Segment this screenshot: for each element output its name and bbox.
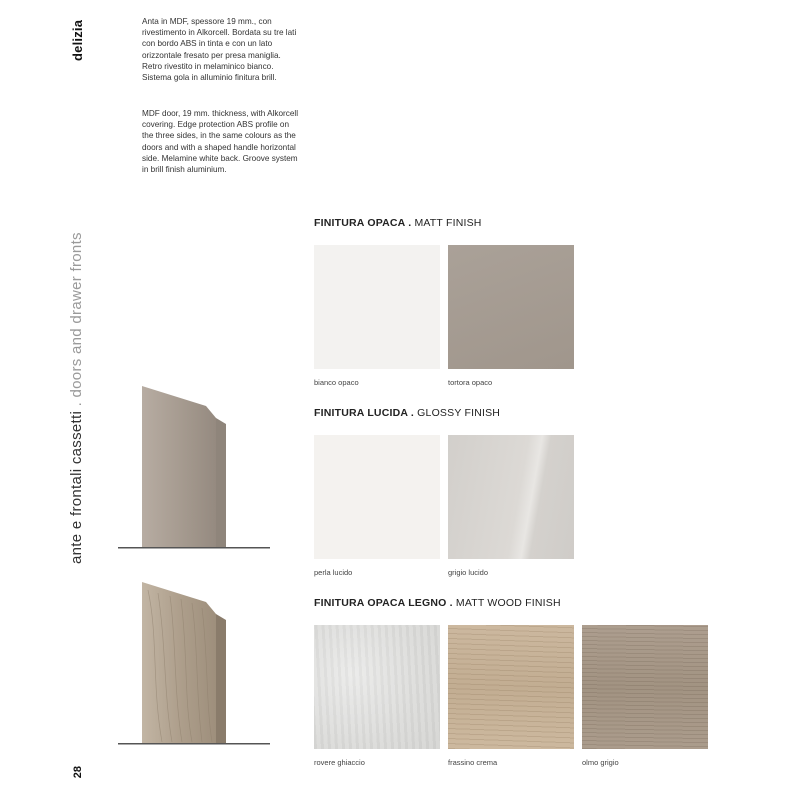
door-panel-tortora [142,386,216,548]
caption-bianco-opaco: bianco opaco [314,378,359,387]
swatch-grigio-lucido [448,435,574,559]
finish-heading-wood: FINITURA OPACA LEGNO . MATT WOOD FINISH [314,597,561,609]
section-label [68,234,90,564]
swatch-frassino-crema [448,625,574,749]
swatch-rovere-ghiaccio [314,625,440,749]
finish-heading-matt: FINITURA OPACA . MATT FINISH [314,217,482,229]
swatch-tortora-opaco [448,245,574,369]
caption-tortora-opaco: tortora opaco [448,378,493,387]
section-label-it: ante e frontali cassetti [68,410,85,564]
ground-line [118,547,270,549]
caption-grigio-lucido: grigio lucido [448,568,489,577]
description-english: MDF door, 19 mm. thickness, with Alkorcell covering. Edge protection ABS profile on the three sides, in the same colours as the doors and with a shaped handle horizontal side. Melamine white back. Groove system in brill finish aluminium. [142,109,299,175]
door-illustration-tortora [118,380,270,552]
door-illustration-wood [118,576,270,748]
description-italian: Anta in MDF, spessore 19 mm., con rivestimento in Alkorcell. Bordata su tre lati con bordo ABS in tinta e con un lato orizzontale fresato per presa maniglia. Retro rivestito in melaminico bianco. Sistema gola in alluminio finitura brill. [142,17,297,83]
finish-heading-glossy: FINITURA LUCIDA . GLOSSY FINISH [314,407,501,419]
swatch-olmo-grigio [582,625,708,749]
brand-name: delizia [70,19,85,61]
swatch-bianco-opaco [314,245,440,369]
caption-olmo-grigio: olmo grigio [582,758,619,767]
section-label-en: . doors and drawer fronts [68,232,85,411]
caption-rovere-ghiaccio: rovere ghiaccio [314,758,365,767]
caption-frassino-crema: frassino crema [448,758,498,767]
ground-line [118,743,270,745]
caption-perla-lucido: perla lucido [314,568,353,577]
page-number: 28 [72,766,84,779]
swatch-perla-lucido [314,435,440,559]
